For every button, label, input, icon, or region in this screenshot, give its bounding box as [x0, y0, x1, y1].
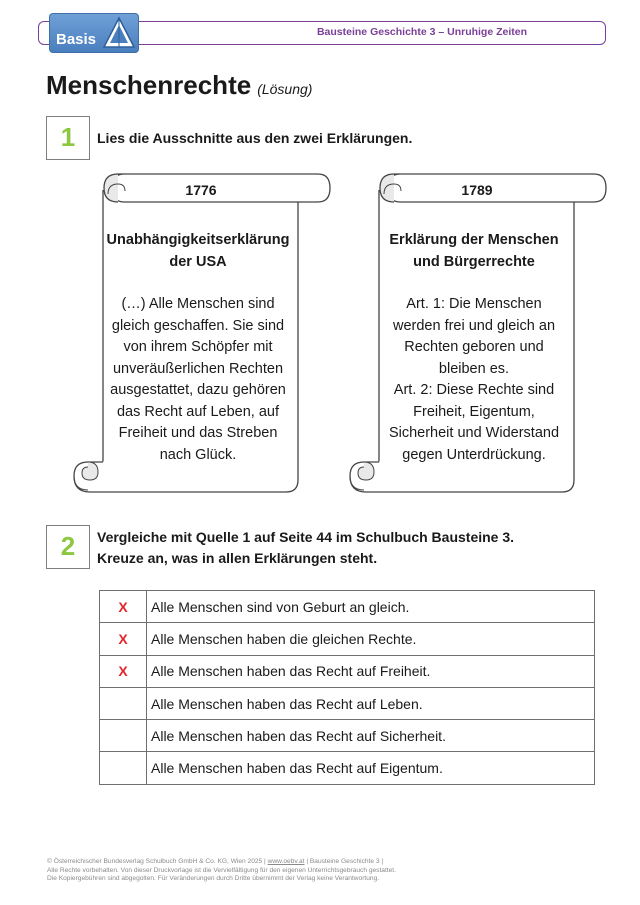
task-2-instruction: [97, 527, 514, 569]
page-title-note: (Lösung): [257, 81, 313, 97]
checklist-row: [100, 720, 595, 752]
checklist-row: [100, 752, 595, 784]
statement-cell: Alle Menschen haben das Recht auf Leben.: [147, 687, 595, 719]
scroll-1-body-line: Freiheit und das Streben: [118, 425, 278, 441]
checklist-row: [100, 623, 595, 655]
scroll-2-body-line: gegen Unterdrückung.: [402, 446, 546, 463]
checkbox-cell[interactable]: [100, 687, 147, 719]
footer-line-1: [47, 858, 607, 867]
footer-website-link[interactable]: www.oebv.at: [267, 858, 305, 865]
scroll-1-body-line: das Recht auf Leben, auf: [116, 403, 280, 420]
statement-cell: Alle Menschen haben das Recht auf Sicherheit.: [147, 720, 595, 752]
statement-cell: Alle Menschen haben das Recht auf Freiheit.: [147, 655, 595, 687]
scroll-1-content: [100, 230, 296, 466]
scroll-1-heading-line: der USA: [169, 253, 227, 270]
scroll-2-body-line: werden frei und gleich an: [392, 317, 556, 334]
task-2-number: 2: [46, 525, 90, 569]
footer-line-2: Alle Rechte vorbehalten. Von dieser Druckvorlage ist die Vervielfältigung für den eigenen Unterrichtsgebrauch gestattet.: [47, 866, 396, 874]
scroll-2-body-line: Art. 1: Die Menschen: [406, 296, 542, 312]
statement-cell: Alle Menschen haben die gleichen Rechte.: [147, 623, 595, 655]
scroll-2-body-line: Sicherheit und Widerstand: [388, 425, 560, 441]
task-1-number: 1: [46, 116, 90, 160]
scroll-2-content: [376, 230, 572, 466]
scroll-1-heading: [100, 230, 296, 273]
scroll-1-body-line: unveräußerlichen Rechten: [112, 360, 284, 377]
page-title: [46, 70, 312, 101]
checkbox-cell[interactable]: X: [100, 591, 147, 623]
checkbox-cell[interactable]: [100, 720, 147, 752]
scroll-1-heading-line: Unabhängigkeitserklärung: [106, 232, 290, 248]
scroll-1-body-line: nach Glück.: [159, 446, 237, 463]
checklist-row: [100, 687, 595, 719]
scroll-1-body-line: von ihrem Schöpfer mit: [123, 339, 273, 355]
checklist-table: [99, 590, 595, 785]
page-title-text: Menschenrechte: [46, 70, 252, 100]
scroll-2-body-line: Freiheit, Eigentum,: [413, 403, 535, 420]
checkbox-cell[interactable]: [100, 752, 147, 784]
footer: [47, 858, 607, 884]
scroll-1-year: 1776: [185, 182, 217, 198]
scroll-1789: [344, 172, 610, 498]
scroll-2-year: 1789: [461, 182, 493, 198]
scroll-2-body-line: Art. 2: Diese Rechte sind: [393, 382, 555, 398]
scroll-1-body-line: (…) Alle Menschen sind: [121, 296, 275, 312]
scroll-1-body-line: gleich geschaffen. Sie sind: [111, 317, 285, 334]
task-1-instruction: Lies die Ausschnitte aus den zwei Erklärungen.: [97, 130, 413, 146]
basis-logo: [49, 13, 139, 53]
task-2-instruction-line: Vergleiche mit Quelle 1 auf Seite 44 im Schulbuch Bausteine 3.: [97, 529, 515, 545]
scroll-2-body-line: bleiben es.: [438, 360, 510, 377]
header-title: Bausteine Geschichte 3 – Unruhige Zeiten: [316, 26, 528, 38]
checkbox-cell[interactable]: X: [100, 623, 147, 655]
scroll-2-body-line: Rechten geboren und: [404, 339, 544, 355]
scroll-2-heading-line: und Bürgerrechte: [413, 253, 535, 270]
logo-text: Basis: [56, 31, 97, 48]
scroll-2-heading: [376, 230, 572, 273]
footer-line-3: Die Kopiergebühren sind abgegolten. Für Veränderungen durch Dritte übernimmt der Verlag keine Verantwortung.: [47, 875, 380, 882]
task-2-instruction-line: Kreuze an, was in allen Erklärungen steht.: [97, 550, 378, 566]
scroll-1776: [68, 172, 334, 498]
checklist-row: [100, 655, 595, 687]
statement-cell: Alle Menschen sind von Geburt an gleich.: [147, 591, 595, 623]
checkbox-cell[interactable]: X: [100, 655, 147, 687]
scroll-2-heading-line: Erklärung der Menschen: [389, 232, 559, 248]
scroll-1-body-line: ausgestattet, dazu gehören: [110, 382, 286, 398]
checklist-row: [100, 591, 595, 623]
footer-copyright: © Österreichischer Bundesverlag Schulbuch GmbH & Co. KG, Wien 2025 |: [47, 858, 268, 865]
footer-series: | Bausteine Geschichte 3 |: [304, 858, 384, 865]
triangle-logo-icon: [102, 16, 136, 50]
statement-cell: Alle Menschen haben das Recht auf Eigentum.: [147, 752, 595, 784]
